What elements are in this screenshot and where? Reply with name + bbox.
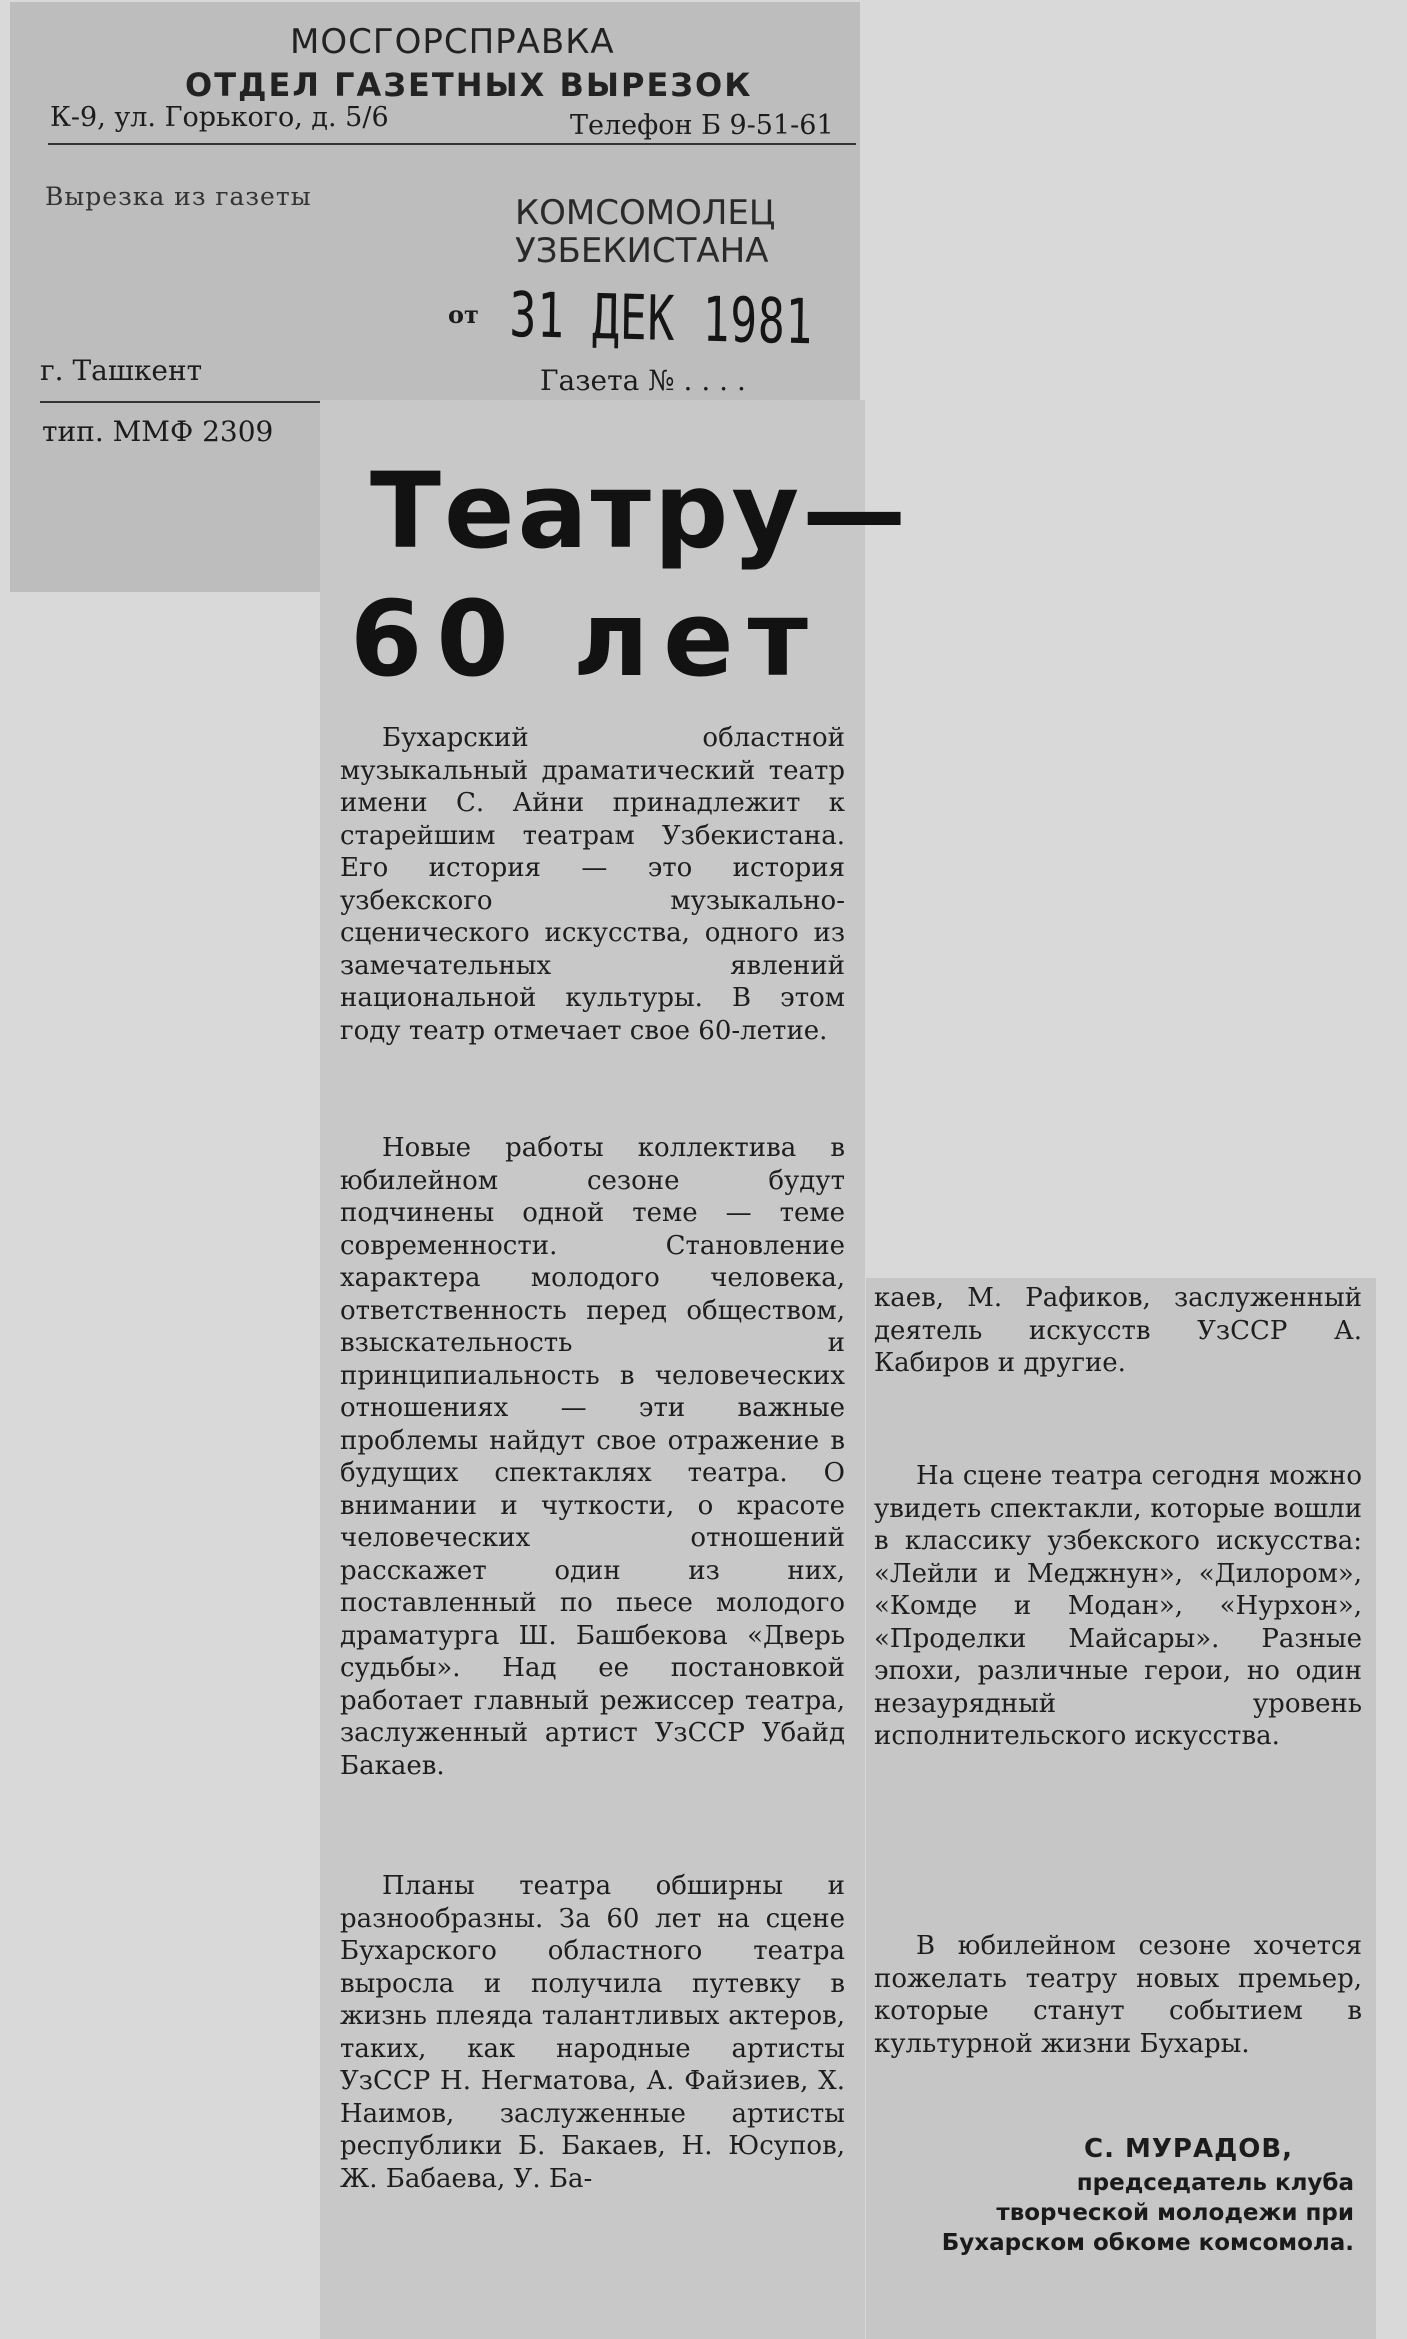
agency-address: К-9, ул. Горького, д. 5/6 [50, 102, 389, 133]
headline-line-2: 60 лет [350, 578, 822, 700]
article-paragraph: Бухарский областной музыкальный драматический театр имени С. Айни принадлежит к старейшим театрам Узбекистана. Его история — это история узбекского музыкально-сценического искусства, одного из замечательных явлений национальной культуры. В этом году театр отмечает свое 60-летие. [340, 723, 845, 1046]
city: г. Ташкент [40, 354, 203, 387]
article-paragraph: На сцене театра сегодня можно увидеть спектакли, которые вошли в классику узбекского искусства: «Лейли и Меджнун», «Дилором», «Комде и Модан», «Нурхон», «Проделки Майсары». Разные эпохи, различные герои, но один незаурядный уровень исполнительского искусства. [874, 1461, 1362, 1751]
label-divider [48, 143, 856, 145]
department-name: ОТДЕЛ ГАЗЕТНЫХ ВЫРЕЗОК [185, 66, 753, 104]
article-paragraph: Новые работы коллектива в юбилейном сезоне будут подчинены одной теме — теме современности. Становление характера молодого человека, ответственность перед обществом, взыскательность и принципиальность в человеческих отношениях — эти важные проблемы найдут свое отражение в будущих спектаклях театра. О внимании и чуткости, о красоте человеческих отношений расскажет один из них, поставленный по пьесе молодого драматурга Ш. Башбекова «Дверь судьбы». Над ее постановкой работает главный режиссер театра, заслуженный артист УзССР Убайд Бакаев. [340, 1133, 845, 1781]
newspaper-name: КОМСОМОЛЕЦ УЗБЕКИСТАНА [515, 193, 776, 271]
article-paragraph: В юбилейном сезоне хочется пожелать театру новых премьер, которые станут событием в культурной жизни Бухары. [874, 1931, 1362, 2059]
article-paragraph: Планы театра обширны и разнообразны. За 60 лет на сцене Бухарского областного театра выросла и получила путевку в жизнь плеяда талантливых актеров, таких, как народные артисты УзССР Н. Негматова, А. Файзиев, Х. Наимов, заслуженные артисты республики Б. Бакаев, Н. Юсупов, Ж. Бабаева, У. Ба- [340, 1871, 845, 2194]
author-name: С. МУРАДОВ, [1084, 2134, 1294, 2164]
article-column-1 [320, 400, 910, 2339]
author-title: председатель клуба творческой молодежи при Бухарском обкоме комсомола. [941, 2170, 1354, 2256]
date-prefix: от [448, 300, 479, 329]
article-paragraph: каев, М. Рафиков, заслуженный деятель искусств УзССР А. Кабиров и другие. [874, 1283, 1362, 1378]
agency-phone: Телефон Б 9-51-61 [570, 110, 834, 141]
article-column-2 [866, 1278, 1376, 2339]
gazette-number: Газета № . . . . [540, 364, 746, 397]
agency-name: МОСГОРСПРАВКА [290, 22, 615, 62]
print-info: тип. ММФ 2309 [42, 415, 274, 448]
clipping-source-label: Вырезка из газеты [45, 182, 312, 211]
date-stamp: 31 ДЕК 1981 [509, 278, 814, 359]
headline-line-1: Театру— [370, 450, 910, 572]
